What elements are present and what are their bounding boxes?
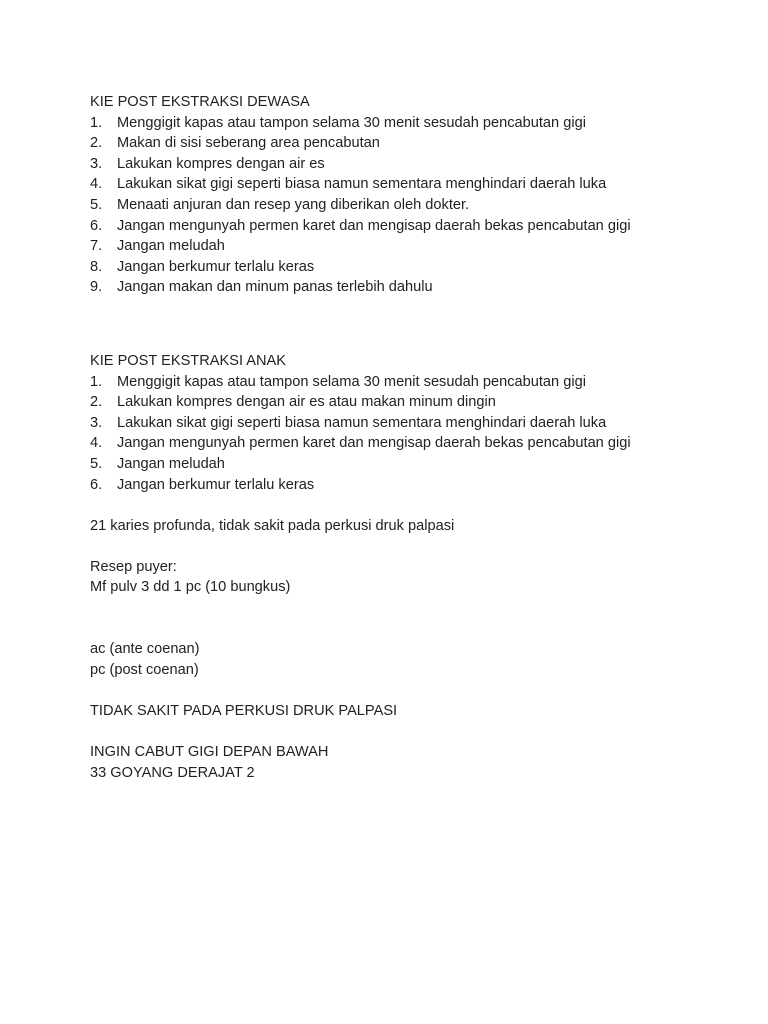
list-text: Menggigit kapas atau tampon selama 30 menit sesudah pencabutan gigi: [117, 114, 586, 131]
adult-instruction-list: [90, 113, 730, 298]
list-text: Lakukan kompres dengan air es atau makan minum dingin: [117, 394, 496, 411]
list-text: Lakukan kompres dengan air es: [117, 155, 325, 172]
list-text: Lakukan sikat gigi seperti biasa namun sementara menghindari daerah luka: [117, 414, 607, 431]
list-number: 1.: [90, 114, 103, 131]
list-text: Jangan meludah: [117, 238, 225, 255]
list-item: [90, 216, 730, 237]
list-item: [90, 413, 730, 434]
diagnosis-note: 21 karies profunda, tidak sakit pada perkusi druk palpasi: [90, 517, 455, 534]
list-item: [90, 433, 730, 454]
spacer: [90, 721, 730, 742]
list-number: 2.: [90, 394, 103, 411]
spacer: [90, 680, 730, 701]
list-number: 2.: [90, 135, 103, 152]
list-text: Jangan mengunyah permen karet dan mengisap daerah bekas pencabutan gigi: [117, 217, 631, 234]
list-item: [90, 454, 730, 475]
list-item: [90, 372, 730, 393]
list-item: [90, 236, 730, 257]
list-text: Jangan berkumur terlalu keras: [117, 476, 315, 493]
request-note: INGIN CABUT GIGI DEPAN BAWAH: [90, 744, 329, 761]
list-item: [90, 195, 730, 216]
adult-section-heading: KIE POST EKSTRAKSI DEWASA: [90, 94, 310, 110]
mobility-note: 33 GOYANG DERAJAT 2: [90, 764, 255, 781]
child-instruction-list: [90, 372, 730, 496]
spacer: [90, 495, 730, 516]
spacer: [90, 598, 730, 639]
list-text: Jangan meludah: [117, 455, 225, 472]
spacer: [90, 339, 730, 351]
exam-result-note: TIDAK SAKIT PADA PERKUSI DRUK PALPASI: [90, 702, 398, 719]
abbreviation-pc: pc (post coenan): [90, 661, 199, 678]
list-item: [90, 392, 730, 413]
list-number: 3.: [90, 155, 103, 172]
list-text: Makan di sisi seberang area pencabutan: [117, 135, 380, 152]
prescription-label: Resep puyer:: [90, 558, 177, 575]
list-item: [90, 174, 730, 195]
list-text: Lakukan sikat gigi seperti biasa namun sementara menghindari daerah luka: [117, 176, 607, 193]
prescription-text: Mf pulv 3 dd 1 pc (10 bungkus): [90, 579, 291, 596]
list-text: Jangan mengunyah permen karet dan mengisap daerah bekas pencabutan gigi: [117, 435, 631, 452]
list-number: 1.: [90, 373, 103, 390]
list-item: [90, 154, 730, 175]
list-text: Jangan makan dan minum panas terlebih dahulu: [117, 279, 433, 296]
list-item: [90, 133, 730, 154]
list-number: 5.: [90, 196, 103, 213]
list-number: 8.: [90, 258, 103, 275]
list-text: Menggigit kapas atau tampon selama 30 menit sesudah pencabutan gigi: [117, 373, 586, 390]
list-item: [90, 113, 730, 134]
list-number: 7.: [90, 238, 103, 255]
list-number: 3.: [90, 414, 103, 431]
list-number: 6.: [90, 476, 103, 493]
list-number: 4.: [90, 435, 103, 452]
spacer: [90, 298, 730, 339]
list-item: [90, 257, 730, 278]
list-number: 5.: [90, 455, 103, 472]
spacer: [90, 536, 730, 557]
list-text: Jangan berkumur terlalu keras: [117, 258, 315, 275]
list-item: [90, 475, 730, 496]
abbreviation-ac: ac (ante coenan): [90, 641, 200, 658]
document-content: [90, 92, 730, 783]
list-number: 6.: [90, 217, 103, 234]
list-text: Menaati anjuran dan resep yang diberikan oleh dokter.: [117, 196, 470, 213]
list-item: [90, 277, 730, 298]
child-section-heading: KIE POST EKSTRAKSI ANAK: [90, 352, 287, 369]
list-number: 4.: [90, 176, 103, 193]
list-number: 9.: [90, 279, 103, 296]
